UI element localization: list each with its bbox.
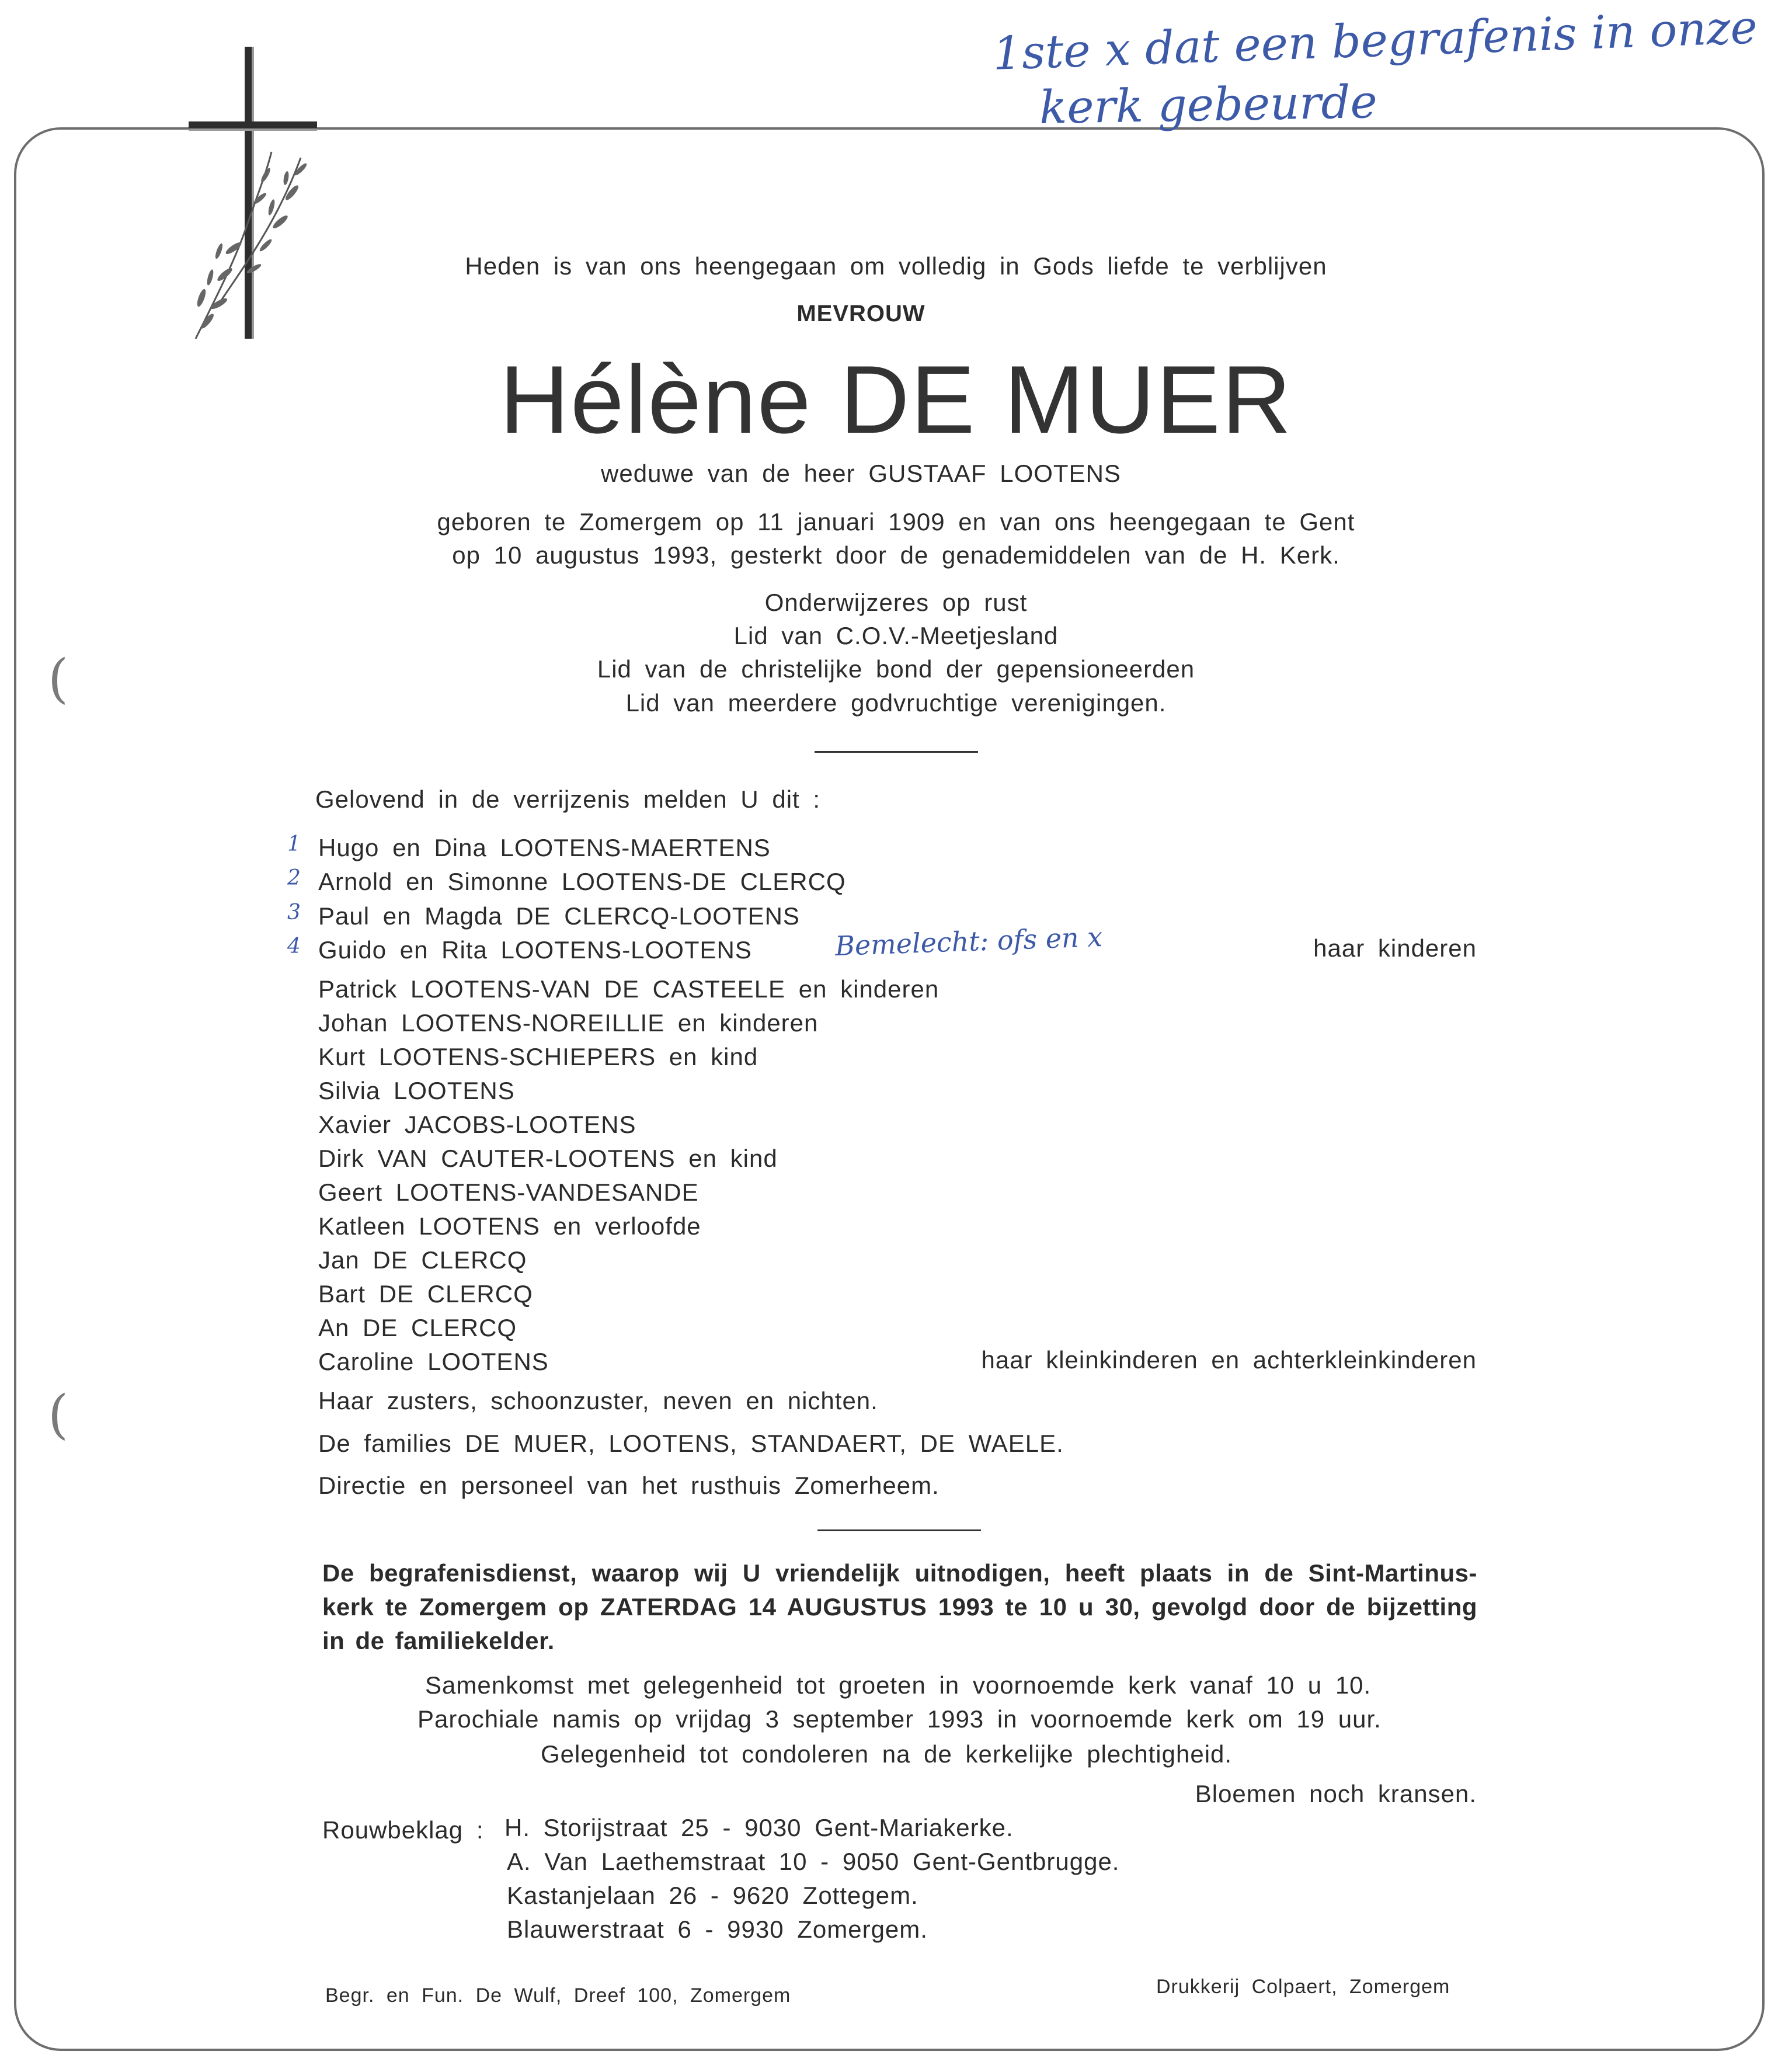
widow-text: weduwe van de heer GUSTAAF LOOTENS xyxy=(601,460,1121,487)
list-item: Dirk VAN CAUTER-LOOTENS en kind xyxy=(318,1145,778,1172)
list-item: Haar zusters, schoonzuster, neven en nichten. xyxy=(318,1387,878,1414)
punch-hole-mark: ( xyxy=(48,648,69,710)
mourning-label: Rouwbeklag : xyxy=(322,1816,484,1844)
note-line: Samenkomst met gelegenheid tot groeten in voornoemde kerk vanaf 10 u 10. xyxy=(425,1671,1372,1699)
list-item: Directie en personeel van het rusthuis Zomerheem. xyxy=(318,1472,940,1499)
handwritten-note-side: Bemelecht: ofs en x xyxy=(834,921,1103,962)
role-line: Lid van C.O.V.-Meetjesland xyxy=(733,622,1059,649)
list-item: Kurt LOOTENS-SCHIEPERS en kind xyxy=(318,1043,758,1070)
list-item: An DE CLERCQ xyxy=(318,1314,517,1341)
address-line: Kastanjelaan 26 - 9620 Zottegem. xyxy=(507,1882,918,1909)
address-line: A. Van Laethemstraat 10 - 9050 Gent-Gentbrugge. xyxy=(507,1848,1120,1875)
note-line: Parochiale namis op vrijdag 3 september 1993 in voornoemde kerk om 19 uur. xyxy=(417,1705,1382,1733)
handwritten-number: 1 xyxy=(287,832,301,856)
list-item: Geert LOOTENS-VANDESANDE xyxy=(318,1178,699,1206)
address-line: H. Storijstraat 25 - 9030 Gent-Mariakerke. xyxy=(504,1814,1014,1841)
list-item: Hugo en Dina LOOTENS-MAERTENS xyxy=(318,834,771,861)
list-item: De families DE MUER, LOOTENS, STANDAERT, DE WAELE. xyxy=(318,1430,1064,1457)
handwritten-note-top: 1ste x dat een begrafenis in onze xyxy=(991,1,1759,81)
role-line: Onderwijzeres op rust xyxy=(764,589,1028,616)
list-item: Xavier JACOBS-LOOTENS xyxy=(318,1111,636,1138)
birth-death-line: op 10 augustus 1993, gesterkt door de genademiddelen van de H. Kerk. xyxy=(452,541,1340,569)
list-item: Arnold en Simonne LOOTENS-DE CLERCQ xyxy=(318,868,846,895)
grandchildren-label: haar kleinkinderen en achterkleinkinderen xyxy=(981,1346,1477,1374)
footer-printer: Drukkerij Colpaert, Zomergem xyxy=(1156,1976,1450,1998)
deceased-name: Hélène DE MUER xyxy=(499,346,1293,453)
role-line: Lid van meerdere godvruchtige verenigingen. xyxy=(625,689,1167,717)
list-item: Bart DE CLERCQ xyxy=(318,1280,533,1308)
list-item: Guido en Rita LOOTENS-LOOTENS xyxy=(318,936,752,964)
footer-undertaker: Begr. en Fun. De Wulf, Dreef 100, Zomergem xyxy=(325,1984,791,2007)
list-item: Caroline LOOTENS xyxy=(318,1348,549,1375)
announce-text: Gelovend in de verrijzenis melden U dit : xyxy=(315,785,821,813)
flowers-note: Bloemen noch kransen. xyxy=(1195,1780,1477,1807)
handwritten-number: 2 xyxy=(287,866,301,890)
intro-text: Heden is van ons heengegaan om volledig in Gods liefde te verblijven xyxy=(465,252,1327,280)
role-line: Lid van de christelijke bond der gepensioneerden xyxy=(597,655,1195,683)
divider xyxy=(815,751,978,753)
funeral-service-text: De begrafenisdienst, waarop wij U vriendelijk uitnodigen, heeft plaats in de Sint-Martinus-kerk te Zomergem op ZATERDAG 14 AUGUSTUS 1993 te 10 u 30, gevolgd door de bijzetting in de familiekelder. xyxy=(322,1559,1477,1654)
handwritten-number: 4 xyxy=(287,934,301,958)
salutation: MEVROUW xyxy=(796,301,925,326)
list-item: Katleen LOOTENS en verloofde xyxy=(318,1212,701,1240)
list-item: Johan LOOTENS-NOREILLIE en kinderen xyxy=(318,1009,819,1037)
punch-hole-mark: ( xyxy=(48,1384,69,1445)
note-line: Gelegenheid tot condoleren na de kerkelijke plechtigheid. xyxy=(541,1740,1233,1768)
address-line: Blauwerstraat 6 - 9930 Zomergem. xyxy=(507,1915,928,1943)
divider xyxy=(817,1529,981,1531)
birth-death-line: geboren te Zomergem op 11 januari 1909 en van ons heengegaan te Gent xyxy=(437,508,1355,536)
list-item: Patrick LOOTENS-VAN DE CASTEELE en kinderen xyxy=(318,975,940,1003)
handwritten-note-top: kerk gebeurde xyxy=(1039,75,1378,135)
handwritten-number: 3 xyxy=(287,901,301,924)
list-item: Paul en Magda DE CLERCQ-LOOTENS xyxy=(318,902,800,930)
list-item: Silvia LOOTENS xyxy=(318,1077,515,1104)
children-label: haar kinderen xyxy=(1313,934,1477,962)
list-item: Jan DE CLERCQ xyxy=(318,1246,527,1274)
